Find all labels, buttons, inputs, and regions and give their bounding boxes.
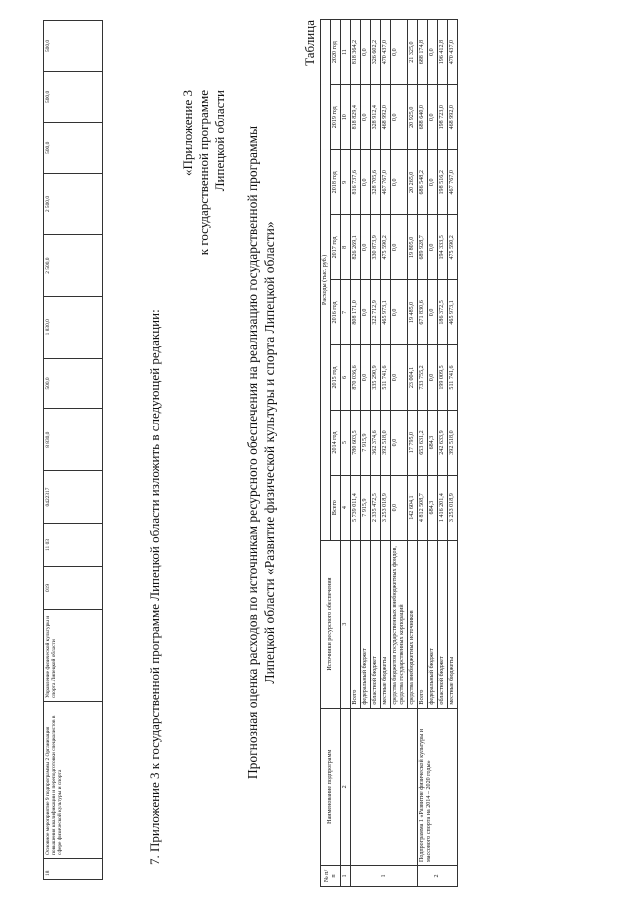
- previous-table-row: [43, 20, 103, 880]
- col-header-year: 2020 год: [331, 20, 341, 85]
- year-value-cell: 328 912,4: [371, 85, 381, 150]
- year-value-cell: 20 925,0: [408, 85, 418, 150]
- col-header-expenses: Расходы (тыс. руб.): [321, 20, 331, 541]
- year-value-cell: 242 633,9: [438, 410, 448, 475]
- year-value-cell: 0,0: [428, 215, 438, 280]
- value-cell: 2 500,0: [44, 235, 103, 297]
- year-value-cell: 818 829,4: [351, 85, 361, 150]
- column-number-row: [341, 20, 351, 887]
- year-value-cell: 465 973,1: [381, 280, 391, 345]
- row-number: 18: [44, 859, 103, 880]
- year-value-cell: 511 741,6: [381, 345, 391, 410]
- year-value-cell: 686 548,2: [418, 150, 428, 215]
- group-number: 2: [418, 866, 458, 887]
- year-value-cell: 0,0: [391, 280, 408, 345]
- col-header-year: 2016 год: [331, 280, 341, 345]
- total-cell: 4 812 508,7: [418, 475, 428, 540]
- year-value-cell: 684,3: [428, 410, 438, 475]
- subprogram-name: [351, 708, 418, 865]
- source-cell: областной бюджет: [371, 540, 381, 708]
- col-header-name: Наименование подпрограмм: [321, 708, 341, 865]
- col-header-source: Источники ресурсного обеспечения: [321, 540, 341, 708]
- year-value-cell: 20 265,0: [408, 150, 418, 215]
- value-cell: 8 830,0: [44, 409, 103, 471]
- year-value-cell: 0,0: [361, 150, 371, 215]
- year-value-cell: 467 767,0: [448, 150, 458, 215]
- expenses-table: [320, 19, 458, 887]
- executor: Управление физической культуры и спорта Липецкой области: [44, 610, 103, 702]
- value-cell: 500,0: [44, 71, 103, 122]
- year-value-cell: 826 269,1: [351, 215, 361, 280]
- col-header-no: № п/п: [321, 866, 341, 887]
- source-cell: федеральный бюджет: [428, 540, 438, 708]
- code-cell: 11 03: [44, 524, 103, 567]
- year-value-cell: 7 915,9: [361, 410, 371, 475]
- year-value-cell: 653 631,2: [418, 410, 428, 475]
- year-value-cell: 21 325,0: [408, 20, 418, 85]
- heading-line-2: Липецкой области «Развитие физической культуры и спорта Липецкой области»: [262, 221, 277, 684]
- table-label: Таблица: [302, 20, 317, 66]
- total-cell: 3 253 018,9: [381, 475, 391, 540]
- col-number: 8: [341, 215, 351, 280]
- subprogram-name: Подпрограмма 1 «Развитие физической культуры и массового спорта на 2014 – 2020 годы»: [418, 708, 458, 865]
- year-value-cell: 0,0: [428, 280, 438, 345]
- year-value-cell: 0,0: [391, 410, 408, 475]
- year-value-cell: 328 705,6: [371, 150, 381, 215]
- col-number: 5: [341, 410, 351, 475]
- col-header-total: Всего: [331, 475, 341, 540]
- source-cell: Всего: [351, 540, 361, 708]
- col-number: 4: [341, 475, 351, 540]
- group-number: 1: [351, 866, 418, 887]
- year-value-cell: 467 767,0: [381, 150, 391, 215]
- total-cell: 2 335 472,5: [371, 475, 381, 540]
- year-value-cell: 186 372,5: [438, 280, 448, 345]
- year-value-cell: 196 412,8: [438, 20, 448, 85]
- col-number: 2: [341, 708, 351, 865]
- year-value-cell: 198 723,0: [438, 85, 448, 150]
- total-cell: 7 915,9: [361, 475, 371, 540]
- year-value-cell: 470 437,0: [448, 20, 458, 85]
- total-cell: 0,0: [391, 475, 408, 540]
- year-value-cell: 0,0: [361, 20, 371, 85]
- total-cell: 5 739 011,4: [351, 475, 361, 540]
- year-value-cell: 19 485,0: [408, 280, 418, 345]
- source-cell: областной бюджет: [438, 540, 448, 708]
- col-number: 7: [341, 280, 351, 345]
- col-number: 9: [341, 150, 351, 215]
- appendix-subtitle: к государственной программе: [196, 90, 211, 256]
- col-header-year: 2017 год: [331, 215, 341, 280]
- appendix-title: «Приложение 3: [180, 90, 195, 177]
- value-cell: 500,0: [44, 358, 103, 409]
- table-row: [418, 20, 428, 887]
- year-value-cell: 392 518,0: [381, 410, 391, 475]
- col-header-year: 2019 год: [331, 85, 341, 150]
- year-value-cell: 468 992,0: [448, 85, 458, 150]
- year-value-cell: 0,0: [361, 215, 371, 280]
- source-cell: средства бюджетов государственных внебюджетных фондов, средства государственных корпораций: [391, 540, 408, 708]
- year-value-cell: 671 830,6: [418, 280, 428, 345]
- code-cell: 0422317: [44, 471, 103, 524]
- value-cell: 1 830,0: [44, 296, 103, 358]
- year-value-cell: 0,0: [428, 150, 438, 215]
- source-cell: средства внебюджетных источников: [408, 540, 418, 708]
- year-value-cell: 470 437,0: [381, 20, 391, 85]
- source-cell: Всего: [418, 540, 428, 708]
- total-cell: 1 416 201,4: [438, 475, 448, 540]
- value-cell: 500,0: [44, 122, 103, 173]
- year-value-cell: 330 873,9: [371, 215, 381, 280]
- source-cell: местные бюджеты: [381, 540, 391, 708]
- year-value-cell: 17 795,0: [408, 410, 418, 475]
- year-value-cell: 0,0: [428, 20, 438, 85]
- total-cell: 3 253 018,9: [448, 475, 458, 540]
- year-value-cell: 688 640,0: [418, 85, 428, 150]
- year-value-cell: 689 928,7: [418, 215, 428, 280]
- year-value-cell: 326 602,2: [371, 20, 381, 85]
- year-value-cell: 0,0: [428, 345, 438, 410]
- year-value-cell: 733 755,2: [418, 345, 428, 410]
- appendix-region: Липецкой области: [212, 90, 227, 192]
- year-value-cell: 465 973,1: [448, 280, 458, 345]
- year-value-cell: 0,0: [361, 85, 371, 150]
- year-value-cell: 392 518,0: [448, 410, 458, 475]
- col-number: 3: [341, 540, 351, 708]
- col-header-year: 2018 год: [331, 150, 341, 215]
- year-value-cell: 0,0: [391, 150, 408, 215]
- year-value-cell: 362 374,6: [371, 410, 381, 475]
- table-body: [351, 20, 458, 887]
- year-value-cell: 199 009,5: [438, 345, 448, 410]
- header-row: [321, 20, 331, 887]
- value-cell: 2 500,0: [44, 173, 103, 235]
- year-value-cell: 0,0: [361, 345, 371, 410]
- table-row: [351, 20, 361, 887]
- year-value-cell: 818 364,2: [351, 20, 361, 85]
- year-value-cell: 780 603,5: [351, 410, 361, 475]
- year-value-cell: 0,0: [391, 215, 408, 280]
- year-value-cell: 198 516,2: [438, 150, 448, 215]
- total-cell: 142 604,1: [408, 475, 418, 540]
- value-cell: 500,0: [44, 21, 103, 72]
- source-cell: местные бюджеты: [448, 540, 458, 708]
- year-value-cell: 870 036,6: [351, 345, 361, 410]
- year-value-cell: 468 992,0: [381, 85, 391, 150]
- col-header-year: 2014 год: [331, 410, 341, 475]
- year-value-cell: 322 712,9: [371, 280, 381, 345]
- year-value-cell: 23 004,1: [408, 345, 418, 410]
- year-value-cell: 475 590,2: [381, 215, 391, 280]
- year-value-cell: 335 290,9: [371, 345, 381, 410]
- table-row: [44, 21, 103, 880]
- heading-line-1: Прогнозная оценка расходов по источникам ресурсного обеспечения на реализацию государственной программы: [245, 125, 260, 780]
- year-value-cell: 0,0: [361, 280, 371, 345]
- year-value-cell: 0,0: [391, 345, 408, 410]
- code-cell: 019: [44, 567, 103, 610]
- source-cell: федеральный бюджет: [361, 540, 371, 708]
- clause-text: 7. Приложение 3 к государственной программе Липецкой области изложить в следующей редакции:: [147, 309, 162, 865]
- year-value-cell: 19 805,0: [408, 215, 418, 280]
- year-value-cell: 475 590,2: [448, 215, 458, 280]
- year-value-cell: 808 171,0: [351, 280, 361, 345]
- year-value-cell: 194 333,5: [438, 215, 448, 280]
- year-value-cell: 0,0: [391, 20, 408, 85]
- year-value-cell: 688 174,8: [418, 20, 428, 85]
- col-header-year: 2015 год: [331, 345, 341, 410]
- activity-name: Основное мероприятие 9 подпрограммы 2 Организация повышения квалификации и переподготовки специалистов в сфере физической культуры и спорта: [44, 702, 103, 859]
- col-number: 6: [341, 345, 351, 410]
- year-value-cell: 816 737,6: [351, 150, 361, 215]
- total-cell: 684,3: [428, 475, 438, 540]
- col-number: 10: [341, 85, 351, 150]
- col-number: 1: [341, 866, 351, 887]
- year-value-cell: 0,0: [428, 85, 438, 150]
- year-value-cell: 0,0: [391, 85, 408, 150]
- col-number: 11: [341, 20, 351, 85]
- year-value-cell: 511 741,6: [448, 345, 458, 410]
